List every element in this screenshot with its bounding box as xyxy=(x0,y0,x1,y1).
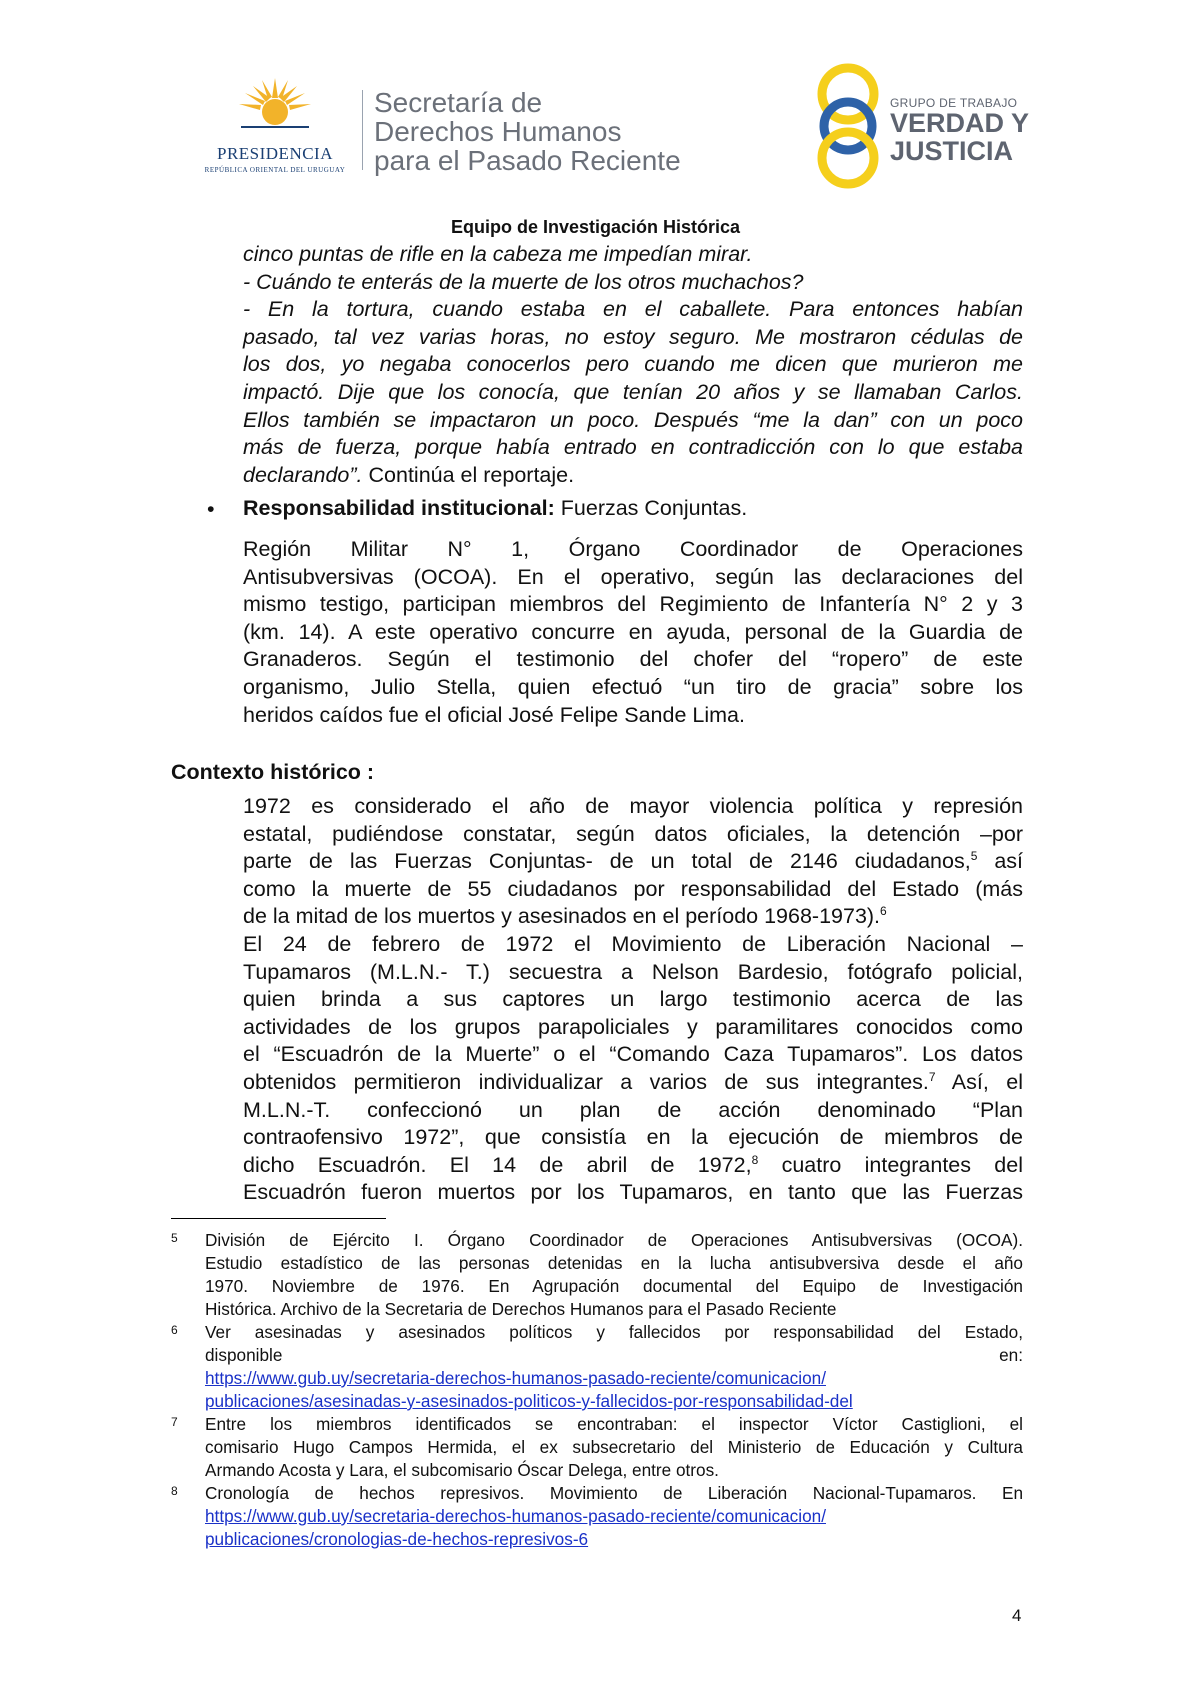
footnote-number: 7 xyxy=(171,1415,178,1429)
gtvj-line-1: GRUPO DE TRABAJO xyxy=(890,96,1018,110)
gtvj-line-3: JUSTICIA xyxy=(890,136,1014,166)
paragraph-line: (km. 14). A este operativo concurre en ayuda, personal de la Guardia de xyxy=(243,619,1023,644)
footnote-line: Histórica. Archivo de la Secretaria de Derechos Humanos para el Pasado Reciente xyxy=(205,1299,837,1319)
secretaria-line-2: Derechos Humanos xyxy=(374,116,622,147)
quote-last-line xyxy=(243,462,1023,490)
footnote-line: Entre los miembros identificados se encontraban: el inspector Víctor Castiglioni, el xyxy=(205,1414,1023,1434)
header-divider xyxy=(362,90,363,170)
line-text: Así, el xyxy=(935,1069,1023,1094)
paragraph-line: Granaderos. Según el testimonio del chofer del “ropero” de este xyxy=(243,647,1023,672)
paragraph-line: como la muerte de 55 ciudadanos por responsabilidad del Estado (más xyxy=(243,876,1023,901)
footnote-body xyxy=(205,1482,1023,1551)
footnote-line: 1970. Noviembre de 1976. En Agrupación documental del Equipo de Investigación xyxy=(205,1276,1023,1296)
footnote-line: comisario Hugo Campos Hermida, el ex subsecretario del Ministerio de Educación y Cultura xyxy=(205,1437,1023,1457)
paragraph-line: Escuadrón fueron muertos por los Tupamaros, en tanto que las Fuerzas xyxy=(243,1180,1023,1205)
verdad-justicia-logo xyxy=(810,62,1030,190)
paragraph-line: quien brinda a sus captores un largo testimonio acerca de las xyxy=(243,987,1023,1012)
responsabilidad-item xyxy=(243,495,747,523)
quote-line: cinco puntas de rifle en la cabeza me impedían mirar. xyxy=(243,242,753,266)
line-text: dicho Escuadrón. El 14 de abril de 1972, xyxy=(243,1152,752,1177)
paragraph-line: actividades de los grupos parapoliciales y paramilitares conocidos como xyxy=(243,1014,1023,1039)
footnote-text: disponible xyxy=(205,1345,283,1365)
paragraph-line: M.L.N.-T. confeccionó un plan de acción denominado “Plan xyxy=(243,1097,1023,1122)
paragraph-line xyxy=(243,1152,1023,1180)
footnote-body xyxy=(205,1229,1023,1321)
secretaria-line-3: para el Pasado Reciente xyxy=(374,145,681,176)
paragraph-line: El 24 de febrero de 1972 el Movimiento de Liberación Nacional – xyxy=(243,931,1023,956)
footnote-number: 8 xyxy=(171,1484,178,1498)
paragraph-line: Antisubversivas (OCOA). En el operativo, según las declaraciones del xyxy=(243,564,1023,589)
footnote-body xyxy=(205,1413,1023,1482)
presidencia-subtitle: REPÚBLICA ORIENTAL DEL URUGUAY xyxy=(204,166,346,174)
line-text: así xyxy=(977,849,1024,874)
team-heading: Equipo de Investigación Histórica xyxy=(450,217,741,237)
responsabilidad-label: Responsabilidad institucional: xyxy=(243,496,555,520)
paragraph-line: organismo, Julio Stella, quien efectuó “un tiro de gracia” sobre los xyxy=(243,674,1023,699)
footnote-number: 6 xyxy=(171,1323,178,1337)
paragraph-line: Tupamaros (M.L.N.- T.) secuestra a Nelson Bardesio, fotógrafo policial, xyxy=(243,959,1023,984)
sun-emblem-icon xyxy=(235,78,315,142)
footnote-text: en: xyxy=(999,1345,1023,1365)
footnote-link[interactable]: https://www.gub.uy/secretaria-derechos-humanos-pasado-reciente/comunicacion/ xyxy=(205,1368,826,1388)
quote-line: impactó. Dije que los conocía, que tenían 20 años y se llamaban Carlos. xyxy=(243,379,1023,404)
gtvj-line-2: VERDAD Y xyxy=(890,108,1030,138)
paragraph-line: Región Militar N° 1, Órgano Coordinador de Operaciones xyxy=(243,537,1023,561)
footnote-line: Cronología de hechos represivos. Movimiento de Liberación Nacional-Tupamaros. En xyxy=(205,1483,1023,1503)
footnote-link[interactable]: publicaciones/asesinadas-y-asesinados-politicos-y-fallecidos-por-responsabilidad-del xyxy=(205,1391,853,1411)
quote-end-italic: declarando”. xyxy=(243,462,363,487)
quote-line: los dos, yo negaba conocerlos pero cuando me dicen que murieron me xyxy=(243,352,1023,377)
responsabilidad-value: Fuerzas Conjuntas. xyxy=(554,496,748,520)
page-number: 4 xyxy=(1012,1606,1022,1625)
quote-line: pasado, tal vez varias horas, no estoy seguro. Me mostraron cédulas de xyxy=(243,324,1023,349)
section-title-contexto: Contexto histórico : xyxy=(171,760,375,784)
quote-line: - En la tortura, cuando estaba en el caballete. Para entonces habían xyxy=(243,297,1023,322)
quote-line: más de fuerza, porque había entrado en contradicción con lo que estaba xyxy=(243,435,1023,460)
footnote-line: División de Ejército I. Órgano Coordinador de Operaciones Antisubversivas (OCOA). xyxy=(205,1230,1023,1250)
page-header xyxy=(0,0,1191,200)
footnote-line: Ver asesinadas y asesinados políticos y fallecidos por responsabilidad del Estado, xyxy=(205,1322,1023,1342)
footnote-separator xyxy=(171,1218,386,1219)
line-text: parte de las Fuerzas Conjuntas- de un total de 2146 ciudadanos, xyxy=(243,849,971,874)
presidencia-logo xyxy=(195,78,355,178)
paragraph-line: 1972 es considerado el año de mayor violencia política y represión xyxy=(243,794,1023,818)
footnote-ref-5[interactable]: 5 xyxy=(970,849,978,864)
quote-line: Ellos también se impactaron un poco. Después “me la dan” con un poco xyxy=(243,407,1023,432)
footnote-line: Estudio estadístico de las personas detenidas en la lucha antisubversiva desde el año xyxy=(205,1253,1023,1273)
footnote-ref-7[interactable]: 7 xyxy=(928,1069,936,1084)
presidencia-name: PRESIDENCIA xyxy=(216,144,333,163)
footnote-link[interactable]: https://www.gub.uy/secretaria-derechos-humanos-pasado-reciente/comunicacion/ xyxy=(205,1506,826,1526)
secretaria-title xyxy=(374,88,681,175)
quote-end-normal: Continúa el reportaje. xyxy=(362,462,575,487)
paragraph-line: el “Escuadrón de la Muerte” o el “Comando Caza Tupamaros”. Los datos xyxy=(243,1042,1023,1067)
line-text: de la mitad de los muertos y asesinados en el período 1968-1973). xyxy=(243,904,881,929)
paragraph-line xyxy=(243,848,1023,876)
region-paragraph xyxy=(243,536,1023,729)
footnote-ref-6[interactable]: 6 xyxy=(880,904,887,919)
testimony-quote xyxy=(243,241,1023,489)
paragraph-line: contraofensivo 1972”, que consistía en la ejecución de miembros de xyxy=(243,1125,1023,1150)
paragraph-line: estatal, pudiéndose constatar, según datos oficiales, la detención –por xyxy=(243,821,1023,846)
bullet-marker: • xyxy=(207,497,215,521)
paragraph-line xyxy=(243,903,1023,931)
footnote-link[interactable]: publicaciones/cronologias-de-hechos-represivos-6 xyxy=(205,1529,589,1549)
footnote-line xyxy=(205,1344,1023,1367)
footnote-number: 5 xyxy=(171,1231,178,1245)
line-text: cuatro integrantes del xyxy=(758,1152,1023,1177)
paragraph-line xyxy=(243,1069,1023,1097)
footnote-ref-8[interactable]: 8 xyxy=(751,1152,759,1167)
footnote-body xyxy=(205,1321,1023,1413)
paragraph-line: mismo testigo, participan miembros del Regimiento de Infantería N° 2 y 3 xyxy=(243,592,1023,617)
interlocking-rings-icon xyxy=(810,62,890,190)
line-text: obtenidos permitieron individualizar a varios de sus integrantes. xyxy=(243,1069,929,1094)
secretaria-line-1: Secretaría de xyxy=(374,87,543,118)
paragraph-line: heridos caídos fue el oficial José Felipe Sande Lima. xyxy=(243,702,745,727)
footnote-line: Armando Acosta y Lara, el subcomisario Óscar Delega, entre otros. xyxy=(205,1460,719,1480)
contexto-paragraph xyxy=(243,793,1023,1207)
quote-line: - Cuándo te enterás de la muerte de los otros muchachos? xyxy=(243,269,804,294)
